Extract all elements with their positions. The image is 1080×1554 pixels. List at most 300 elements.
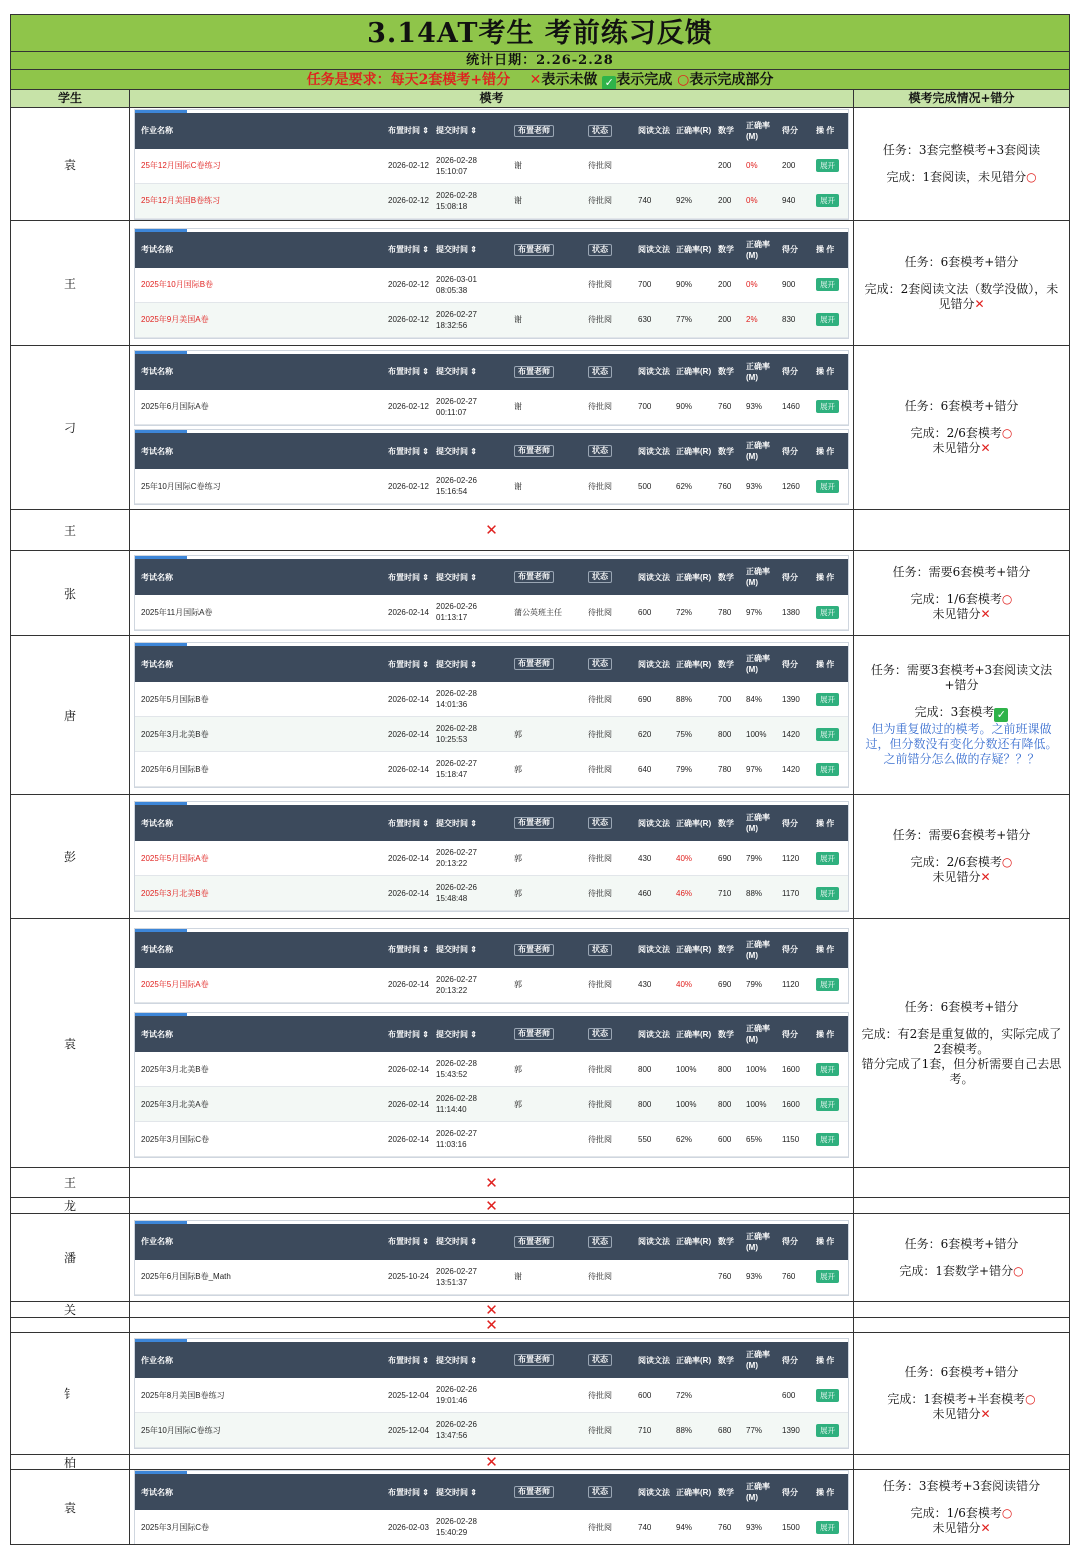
reading-score: 700 <box>638 402 652 412</box>
op-cell <box>813 1098 851 1111</box>
op-cell <box>813 978 851 991</box>
total-score: 1420 <box>782 764 800 774</box>
col-assign-time: 布置时间 ⇕ <box>388 367 429 377</box>
task-text: 错分完成了1套，但分析需要自己去思考。 <box>861 1056 1062 1086</box>
expand-button[interactable]: 展开 <box>816 400 839 413</box>
student-name: 张 <box>11 551 130 635</box>
table-header <box>135 354 848 390</box>
spacer <box>860 158 1063 170</box>
reading-score: 600 <box>638 1390 652 1400</box>
student-row <box>11 1333 1069 1455</box>
total-score: 1600 <box>782 1064 800 1074</box>
table-header <box>135 1342 848 1378</box>
header-status: 模考完成情况+错分 <box>908 91 1015 105</box>
col-score: 得分 <box>782 126 798 135</box>
submit-time: 2026-02-27 15:18:47 <box>436 759 477 779</box>
col-acc-m: 正确率(M) <box>746 1482 770 1502</box>
submit-time: 2026-02-28 15:10:07 <box>436 155 477 176</box>
mock-cell <box>130 795 854 918</box>
reading-score: 620 <box>638 729 652 739</box>
task-line <box>860 426 1063 441</box>
expand-button[interactable]: 展开 <box>816 763 839 776</box>
col-state[interactable] <box>585 1236 635 1248</box>
task-line <box>860 1027 1063 1057</box>
table-header <box>135 805 848 841</box>
reading-score: 500 <box>638 481 652 491</box>
col-score: 得分 <box>782 245 798 254</box>
task-text: 任务：6套模考+错分 <box>904 254 1019 269</box>
task-text: 未见错分 <box>932 606 981 621</box>
col-name: 考试名称 <box>141 818 173 828</box>
col-math: 数学 <box>718 446 734 456</box>
reading-score: 430 <box>638 853 652 863</box>
exam-table <box>134 350 849 426</box>
op-cell <box>813 887 851 900</box>
cross-icon: ✕ <box>980 1407 991 1421</box>
circle-icon: ○ <box>1025 1392 1036 1406</box>
expand-button[interactable]: 展开 <box>816 1098 839 1111</box>
math-score: 680 <box>718 1425 732 1435</box>
exam-name: 2025年5月国际A卷 <box>141 980 209 990</box>
expand-button[interactable]: 展开 <box>816 728 839 741</box>
check-icon: ✓ <box>994 708 1008 722</box>
expand-button[interactable]: 展开 <box>816 313 839 326</box>
exam-name: 2025年3月国际C卷 <box>141 1134 210 1144</box>
math-score: 780 <box>718 607 732 617</box>
teacher-filter-select[interactable]: 布置老师 <box>514 1354 554 1366</box>
submit-time: 2026-02-28 10:25:53 <box>436 724 477 744</box>
col-teacher[interactable] <box>511 817 585 829</box>
submit-time: 2026-02-26 15:16:54 <box>436 476 477 497</box>
teacher-filter-select[interactable]: 布置老师 <box>514 1236 554 1248</box>
col-math: 数学 <box>718 1355 734 1365</box>
exam-name: 2025年3月北美A卷 <box>141 1099 209 1109</box>
col-op: 操 作 <box>816 245 835 254</box>
status-cell <box>854 108 1069 220</box>
table-header <box>135 1474 848 1510</box>
col-state[interactable] <box>585 1354 635 1366</box>
total-score: 760 <box>782 1272 796 1281</box>
total-score: 1120 <box>782 853 800 863</box>
total-score: 1120 <box>782 980 800 990</box>
expand-button[interactable]: 展开 <box>816 194 839 207</box>
col-op: 操 作 <box>816 1487 835 1497</box>
math-accuracy: 0% <box>746 196 758 205</box>
col-teacher[interactable] <box>511 366 585 378</box>
col-assign-time: 布置时间 ⇕ <box>388 446 429 456</box>
task-text: 未见错分 <box>932 1520 981 1535</box>
math-accuracy: 2% <box>746 315 758 324</box>
student-row <box>11 1318 1069 1333</box>
student-row <box>11 1168 1069 1198</box>
col-reading: 阅读文法 <box>638 1029 670 1039</box>
mock-cell <box>130 1302 854 1317</box>
col-name: 作业名称 <box>141 1355 173 1365</box>
state-filter-select[interactable]: 状态 <box>588 1354 612 1366</box>
exam-table <box>134 555 849 631</box>
expand-button[interactable]: 展开 <box>816 1521 839 1534</box>
state-filter-select[interactable]: 状态 <box>588 244 612 256</box>
task-line <box>860 1521 1063 1536</box>
report-sheet <box>10 14 1070 1545</box>
task-line <box>860 1479 1063 1494</box>
col-submit-time: 提交时间 ⇕ <box>436 945 477 955</box>
student-row <box>11 1302 1069 1318</box>
expand-button[interactable]: 展开 <box>816 1389 839 1402</box>
teacher-filter-select[interactable]: 布置老师 <box>514 125 554 137</box>
review-state: 待批阅 <box>588 888 612 898</box>
teacher-filter-select[interactable]: 布置老师 <box>514 571 554 583</box>
task-line <box>860 399 1063 414</box>
col-name: 考试名称 <box>141 572 173 582</box>
table-row <box>135 876 848 911</box>
reading-score: 690 <box>638 694 652 704</box>
col-acc-m: 正确率(M) <box>746 1024 770 1045</box>
col-name: 考试名称 <box>141 945 173 955</box>
reading-score: 740 <box>638 196 652 205</box>
col-state[interactable] <box>585 571 635 583</box>
student-name: 柏 <box>11 1455 130 1469</box>
expand-button[interactable]: 展开 <box>816 278 839 291</box>
mock-cell <box>130 636 854 794</box>
col-score: 得分 <box>782 1487 798 1497</box>
rule-x-label: 表示未做 <box>541 72 598 88</box>
col-state[interactable] <box>585 445 635 457</box>
col-acc-r: 正确率(R) <box>676 1029 712 1039</box>
exam-name: 25年12月国际C卷练习 <box>141 161 221 170</box>
state-filter-select[interactable]: 状态 <box>588 571 612 583</box>
col-acc-m: 正确率(M) <box>746 441 770 462</box>
total-score: 1460 <box>782 402 800 412</box>
col-op: 操 作 <box>816 818 835 828</box>
exam-table <box>134 429 849 505</box>
col-submit-time: 提交时间 ⇕ <box>436 659 477 669</box>
expand-button[interactable]: 展开 <box>816 887 839 900</box>
col-score: 得分 <box>782 659 798 669</box>
submit-time: 2026-02-28 15:08:18 <box>436 190 477 211</box>
student-row <box>11 551 1069 636</box>
exam-name: 2025年6月国际A卷 <box>141 402 209 412</box>
col-teacher[interactable] <box>511 944 585 956</box>
exam-name: 25年12月美国B卷练习 <box>141 196 221 205</box>
reading-accuracy: 79% <box>676 764 693 774</box>
task-text: 任务：6套模考+错分 <box>904 1365 1019 1379</box>
reading-accuracy: 94% <box>676 1522 693 1532</box>
status-cell <box>854 795 1069 918</box>
mock-cell <box>130 346 854 509</box>
col-submit-time: 提交时间 ⇕ <box>436 1487 477 1497</box>
task-line <box>860 1506 1063 1521</box>
state-filter-select[interactable]: 状态 <box>588 1028 612 1040</box>
teacher-filter-select[interactable]: 布置老师 <box>514 244 554 256</box>
state-filter-select[interactable]: 状态 <box>588 658 612 670</box>
col-reading: 阅读文法 <box>638 572 670 582</box>
assign-time: 2026-02-14 <box>388 1099 429 1109</box>
state-filter-select[interactable]: 状态 <box>588 125 612 137</box>
teacher-name: 谢 <box>514 196 522 205</box>
state-filter-select[interactable]: 状态 <box>588 817 612 829</box>
teacher-filter-select[interactable]: 布置老师 <box>514 944 554 956</box>
teacher-name: 谢 <box>514 402 522 412</box>
expand-button[interactable]: 展开 <box>816 852 839 865</box>
student-row <box>11 795 1069 919</box>
math-accuracy: 88% <box>746 888 763 898</box>
expand-button[interactable]: 展开 <box>816 1270 839 1283</box>
task-line <box>860 1407 1063 1422</box>
teacher-filter-select[interactable]: 布置老师 <box>514 817 554 829</box>
exam-name: 2025年5月国际A卷 <box>141 853 209 863</box>
total-score: 900 <box>782 280 796 289</box>
exam-table <box>134 1338 849 1449</box>
task-line <box>860 705 1063 722</box>
cross-icon: ✕ <box>529 72 542 88</box>
exam-table <box>134 109 849 220</box>
op-cell <box>813 1133 851 1146</box>
col-teacher[interactable] <box>511 1236 585 1248</box>
table-row <box>135 752 848 787</box>
math-score: 800 <box>718 729 732 739</box>
assign-time: 2026-02-03 <box>388 1522 429 1532</box>
reading-accuracy: 62% <box>676 481 693 491</box>
reading-accuracy: 72% <box>676 1390 693 1400</box>
op-cell <box>813 194 851 207</box>
status-cell <box>854 1333 1069 1454</box>
reading-accuracy: 88% <box>676 1425 693 1435</box>
task-text: 未见错分 <box>932 441 981 455</box>
review-state: 待批阅 <box>588 161 612 170</box>
table-row <box>135 1122 848 1157</box>
table-row <box>135 1510 848 1544</box>
col-teacher[interactable] <box>511 658 585 670</box>
teacher-filter-select[interactable]: 布置老师 <box>514 366 554 378</box>
mock-cell <box>130 1318 854 1332</box>
task-text: 完成：1/6套模考 <box>910 591 1002 606</box>
student-row <box>11 108 1069 221</box>
col-teacher[interactable] <box>511 571 585 583</box>
submit-time: 2026-02-27 00:11:07 <box>436 396 477 417</box>
submit-time: 2026-02-27 20:13:22 <box>436 974 477 995</box>
review-state: 待批阅 <box>588 694 612 704</box>
op-cell <box>813 400 851 413</box>
col-acc-m: 正确率(M) <box>746 120 770 141</box>
total-score: 940 <box>782 196 796 205</box>
teacher-name: 郭 <box>514 764 522 774</box>
teacher-name: 谢 <box>514 481 522 491</box>
assign-time: 2026-02-12 <box>388 481 429 491</box>
col-acc-r: 正确率(R) <box>676 367 712 377</box>
submit-time: 2026-02-28 14:01:36 <box>436 689 477 709</box>
reading-accuracy: 77% <box>676 315 693 324</box>
review-state: 待批阅 <box>588 1425 612 1435</box>
state-filter-select[interactable]: 状态 <box>588 1486 612 1498</box>
task-text: 任务：6套模考+错分 <box>904 399 1019 413</box>
col-state[interactable] <box>585 125 635 137</box>
table-row <box>135 469 848 504</box>
col-reading: 阅读文法 <box>638 659 670 669</box>
col-acc-r: 正确率(R) <box>676 446 712 456</box>
col-acc-m: 正确率(M) <box>746 1231 770 1252</box>
table-row <box>135 1260 848 1295</box>
reading-accuracy: 90% <box>676 402 693 412</box>
cross-icon: ✕ <box>980 606 991 621</box>
col-state[interactable] <box>585 244 635 256</box>
table-row <box>135 184 848 219</box>
state-filter-select[interactable]: 状态 <box>588 445 612 457</box>
col-score: 得分 <box>782 367 798 377</box>
task-text: 任务：6套模考+错分 <box>904 999 1019 1014</box>
task-line <box>860 170 1063 185</box>
op-cell <box>813 480 851 493</box>
expand-button[interactable]: 展开 <box>816 159 839 172</box>
spacer <box>860 1015 1063 1027</box>
submit-time: 2026-02-26 01:13:17 <box>436 602 477 622</box>
review-state: 待批阅 <box>588 280 612 289</box>
submit-time: 2026-02-28 15:43:52 <box>436 1059 477 1080</box>
col-op: 操 作 <box>816 1355 835 1365</box>
assign-time: 2026-02-14 <box>388 607 429 617</box>
state-filter-select[interactable]: 状态 <box>588 366 612 378</box>
col-submit-time: 提交时间 ⇕ <box>436 1355 477 1365</box>
col-reading: 阅读文法 <box>638 126 670 135</box>
math-accuracy: 93% <box>746 1272 763 1281</box>
header-mock: 模考 <box>130 90 854 107</box>
col-math: 数学 <box>718 1029 734 1039</box>
review-state: 待批阅 <box>588 196 612 205</box>
teacher-name: 郭 <box>514 980 522 990</box>
col-score: 得分 <box>782 818 798 828</box>
col-state[interactable] <box>585 817 635 829</box>
expand-button[interactable]: 展开 <box>816 480 839 493</box>
op-cell <box>813 278 851 291</box>
col-math: 数学 <box>718 659 734 669</box>
col-acc-r: 正确率(R) <box>676 1355 712 1365</box>
col-assign-time: 布置时间 ⇕ <box>388 945 429 955</box>
mock-cell <box>130 1455 854 1469</box>
col-score: 得分 <box>782 945 798 955</box>
col-acc-r: 正确率(R) <box>676 1487 712 1497</box>
spacer <box>860 414 1063 426</box>
expand-button[interactable]: 展开 <box>816 693 839 706</box>
col-assign-time: 布置时间 ⇕ <box>388 572 429 582</box>
reading-score: 430 <box>638 980 652 990</box>
reading-score: 460 <box>638 888 652 898</box>
col-state[interactable] <box>585 1486 635 1498</box>
cross-icon: ✕ <box>980 441 991 455</box>
student-name: 袁 <box>11 108 130 220</box>
col-teacher[interactable] <box>511 1486 585 1498</box>
teacher-filter-select[interactable]: 布置老师 <box>514 445 554 457</box>
reading-score: 800 <box>638 1099 652 1109</box>
col-acc-m: 正确率(M) <box>746 567 770 587</box>
student-row <box>11 510 1069 551</box>
col-state[interactable] <box>585 658 635 670</box>
task-line <box>860 607 1063 622</box>
col-assign-time: 布置时间 ⇕ <box>388 1487 429 1497</box>
task-text: 完成：2/6套模考 <box>910 855 1002 869</box>
col-state[interactable] <box>585 1028 635 1040</box>
col-reading: 阅读文法 <box>638 446 670 456</box>
status-cell <box>854 1214 1069 1301</box>
expand-button[interactable]: 展开 <box>816 606 839 619</box>
col-name: 考试名称 <box>141 245 173 254</box>
task-line <box>860 565 1063 580</box>
total-score: 1390 <box>782 694 800 704</box>
col-state[interactable] <box>585 366 635 378</box>
review-state: 待批阅 <box>588 315 612 324</box>
math-accuracy: 93% <box>746 402 763 412</box>
table-row <box>135 149 848 184</box>
status-cell <box>854 1455 1069 1469</box>
col-reading: 阅读文法 <box>638 1237 670 1246</box>
reading-accuracy: 72% <box>676 607 693 617</box>
teacher-filter-select[interactable]: 布置老师 <box>514 658 554 670</box>
submit-time: 2026-02-26 19:01:46 <box>436 1385 477 1405</box>
col-math: 数学 <box>718 126 734 135</box>
expand-button[interactable]: 展开 <box>816 1424 839 1437</box>
student-name: 袁 <box>11 1470 130 1544</box>
math-accuracy: 97% <box>746 607 763 617</box>
col-name: 考试名称 <box>141 659 173 669</box>
submit-time: 2026-02-27 13:51:37 <box>436 1266 477 1287</box>
mock-cell <box>130 551 854 635</box>
col-acc-m: 正确率(M) <box>746 239 770 260</box>
rule-o-label: 表示完成部分 <box>689 72 774 88</box>
col-score: 得分 <box>782 1237 798 1246</box>
col-teacher[interactable] <box>511 1028 585 1040</box>
teacher-filter-select[interactable]: 布置老师 <box>514 1486 554 1498</box>
col-teacher[interactable] <box>511 244 585 256</box>
col-teacher[interactable] <box>511 445 585 457</box>
col-assign-time: 布置时间 ⇕ <box>388 818 429 828</box>
teacher-filter-select[interactable]: 布置老师 <box>514 1028 554 1040</box>
col-teacher[interactable] <box>511 125 585 137</box>
table-row <box>135 390 848 425</box>
math-score: 760 <box>718 481 732 491</box>
status-cell <box>854 1168 1069 1197</box>
assign-time: 2025-12-04 <box>388 1425 429 1435</box>
assign-time: 2025-12-04 <box>388 1390 429 1400</box>
mock-cell <box>130 221 854 345</box>
student-row <box>11 919 1069 1168</box>
task-line <box>860 1392 1063 1407</box>
expand-button[interactable]: 展开 <box>816 1133 839 1146</box>
col-acc-m: 正确率(M) <box>746 813 770 833</box>
reading-score: 640 <box>638 764 652 774</box>
col-state[interactable] <box>585 944 635 956</box>
expand-button[interactable]: 展开 <box>816 1063 839 1076</box>
spacer <box>860 1252 1063 1264</box>
col-reading: 阅读文法 <box>638 818 670 828</box>
table-row <box>135 1413 848 1448</box>
state-filter-select[interactable]: 状态 <box>588 944 612 956</box>
assign-time: 2026-02-14 <box>388 729 429 739</box>
cross-icon: ✕ <box>485 1302 498 1317</box>
cross-icon: ✕ <box>485 1198 498 1213</box>
col-submit-time: 提交时间 ⇕ <box>436 446 477 456</box>
expand-button[interactable]: 展开 <box>816 978 839 991</box>
col-teacher[interactable] <box>511 1354 585 1366</box>
exam-name: 2025年3月北美B卷 <box>141 1064 209 1074</box>
cross-icon: ✕ <box>485 1318 498 1332</box>
col-reading: 阅读文法 <box>638 1355 670 1365</box>
status-cell <box>854 221 1069 345</box>
op-cell <box>813 159 851 172</box>
state-filter-select[interactable]: 状态 <box>588 1236 612 1248</box>
reading-score: 630 <box>638 315 652 324</box>
table-row <box>135 268 848 303</box>
teacher-name: 谢 <box>514 161 522 170</box>
math-accuracy: 77% <box>746 1425 763 1435</box>
